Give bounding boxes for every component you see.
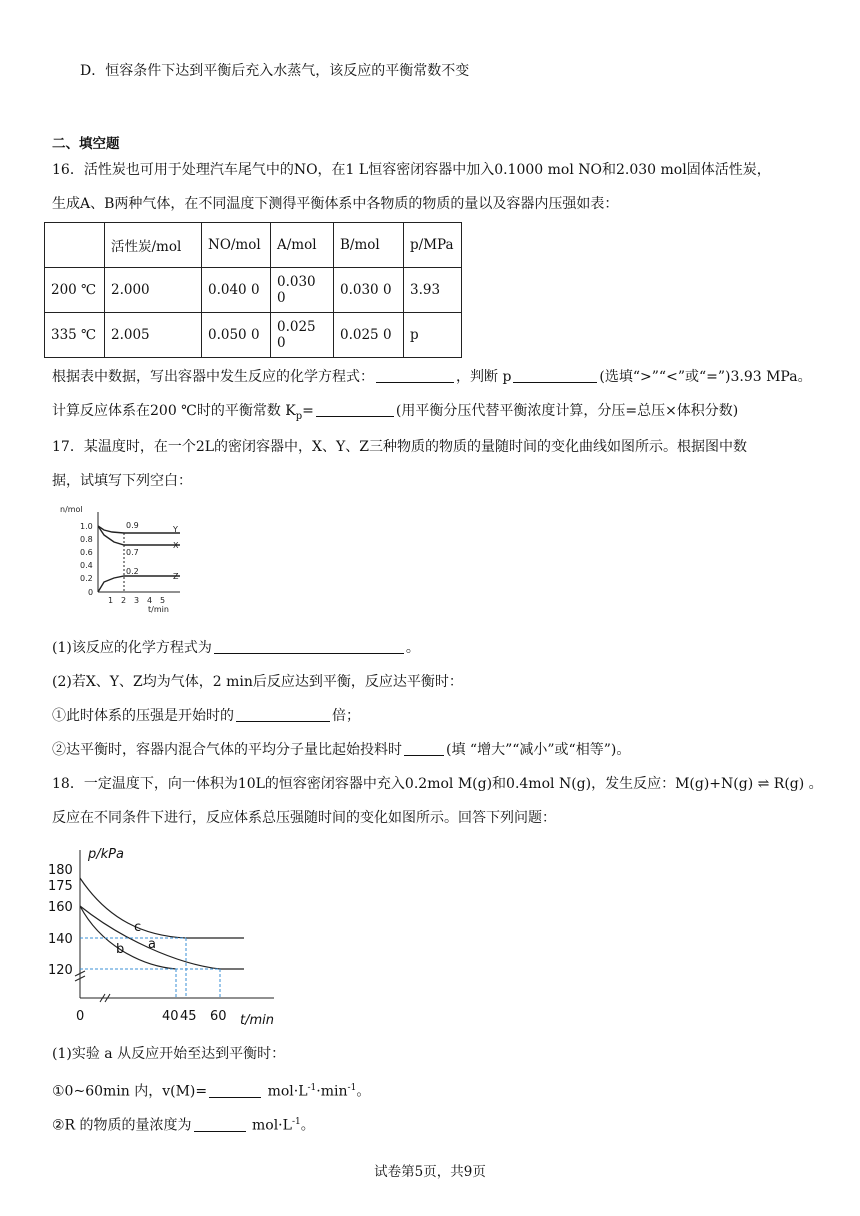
curve-label: c: [134, 920, 142, 935]
x-tick-label: 5: [160, 596, 166, 605]
table-cell: 0.050 0: [202, 313, 271, 358]
table-cell: p/MPa: [404, 223, 462, 268]
q17-p2-1-text-b: 倍；: [332, 708, 360, 724]
q17-p2-1-text-a: ①此时体系的压强是开始时的: [52, 708, 234, 724]
answer-blank[interactable]: [513, 368, 597, 383]
y-tick-label: 160: [48, 900, 73, 915]
q17-p1-text-a: (1)该反应的化学方程式为: [52, 640, 212, 656]
q16-table: [44, 222, 462, 358]
y-tick-label: 0.4: [80, 561, 93, 570]
table-cell: 335 ℃: [45, 313, 105, 358]
x-axis-label: t/min: [240, 1013, 274, 1028]
curve-label: b: [116, 942, 125, 957]
answer-blank[interactable]: [404, 741, 444, 756]
table-cell: 0.025 0: [271, 313, 334, 358]
table-cell: B/mol: [334, 223, 404, 268]
q18-p1-1: [52, 1078, 370, 1102]
annotation-label: 0.7: [126, 548, 139, 557]
q18-p1-1-text-b: mol·L: [267, 1083, 308, 1100]
answer-blank[interactable]: [236, 707, 330, 722]
series-label: X: [173, 541, 179, 550]
x-tick-label: 0: [76, 1009, 85, 1024]
q18-p1-2: [52, 1112, 315, 1136]
y-tick-label: 0.2: [80, 574, 93, 583]
q16-line4-text-b: =: [302, 403, 314, 419]
curve-label: a: [148, 937, 156, 952]
table-row: [45, 223, 462, 268]
series-z-line: [98, 576, 180, 592]
page-footer: 试卷第5页，共9页: [374, 1164, 486, 1180]
x-axis-label: t/min: [148, 605, 169, 614]
q16-line3: [52, 367, 812, 387]
table-cell: 2.000: [105, 268, 202, 313]
prev-option-d: D．恒容条件下达到平衡后充入水蒸气，该反应的平衡常数不变: [80, 63, 470, 79]
table-cell: 0.030 0: [271, 268, 334, 313]
q16-line3-text-c: (选填“>”“<”或“=”)3.93 MPa。: [599, 369, 812, 385]
table-cell: NO/mol: [202, 223, 271, 268]
q17-chart: [58, 502, 188, 618]
y-tick-label: 180: [48, 863, 73, 878]
table-row: [45, 268, 462, 313]
q16-line2: 生成A、B两种气体，在不同温度下测得平衡体系中各物质的物质的量以及容器内压强如表：: [52, 196, 619, 212]
x-tick-label: 2: [121, 596, 127, 605]
q18-chart: [44, 838, 294, 1028]
q16-line3-text-b: ，判断 p: [456, 369, 512, 385]
q18-p1-1-text-d: 。: [356, 1083, 371, 1100]
x-tick-label: 4: [147, 596, 153, 605]
answer-blank[interactable]: [376, 368, 454, 383]
y-axis-label: n/mol: [60, 505, 83, 514]
table-cell: 3.93: [404, 268, 462, 313]
y-tick-label: 1.0: [80, 522, 93, 531]
y-tick-label: 140: [48, 932, 73, 947]
y-tick-label: 0: [88, 588, 94, 597]
q18-p1-1-text-a: ①0~60min 内，v(M)=: [52, 1083, 208, 1100]
table-cell: 2.005: [105, 313, 202, 358]
q16-line3-text-a: 根据表中数据，写出容器中发生反应的化学方程式：: [52, 369, 374, 385]
superscript: -1: [347, 1083, 357, 1093]
kp-subscript: p: [295, 410, 303, 422]
q17-p1: [52, 638, 420, 658]
q18-p1: (1)实验 a 从反应开始至达到平衡时：: [52, 1046, 286, 1062]
section-title: 二、填空题: [52, 136, 120, 152]
series-label: Z: [173, 572, 179, 581]
q17-p2-2-text-a: ②达平衡时，容器内混合气体的平均分子量比起始投料时: [52, 742, 402, 758]
x-tick-label: 40: [162, 1009, 179, 1024]
y-tick-label: 120: [48, 963, 73, 978]
q18-p1-2-text-b: mol·L: [252, 1117, 292, 1134]
q18-line2: 反应在不同条件下进行，反应体系总压强随时间的变化如图所示。回答下列问题：: [52, 810, 556, 826]
q18-p1-1-text-c: ·min: [316, 1083, 348, 1100]
series-x-line: [98, 526, 180, 545]
q16-line4-text-c: (用平衡分压代替平衡浓度计算，分压=总压×体积分数): [395, 403, 739, 419]
table-cell: 0.030 0: [334, 268, 404, 313]
annotation-label: 0.2: [126, 567, 139, 576]
x-tick-label: 45: [180, 1009, 197, 1024]
x-tick-label: 3: [134, 596, 140, 605]
table-cell: 0.025 0: [334, 313, 404, 358]
table-cell: p: [404, 313, 462, 358]
q18-line1: 18．一定温度下，向一体积为10L的恒容密闭容器中充入0.2mol M(g)和0.4mol N(g)，发生反应：M(g)+N(g) ⇌ R(g) 。: [52, 776, 823, 792]
table-cell: 活性炭/mol: [105, 223, 202, 268]
series-label: Y: [173, 525, 178, 534]
q17-p2: (2)若X、Y、Z均为气体，2 min后反应达到平衡，反应达平衡时：: [52, 674, 463, 690]
table-cell: [45, 223, 105, 268]
table-cell: 0.040 0: [202, 268, 271, 313]
q16-line1: 16．活性炭也可用于处理汽车尾气中的NO，在1 L恒容密闭容器中加入0.1000 mol NO和2.030 mol固体活性炭，: [52, 162, 771, 178]
y-tick-label: 0.8: [80, 535, 93, 544]
x-tick-label: 60: [210, 1009, 227, 1024]
q16-line4: [52, 401, 738, 427]
y-axis-label: p/kPa: [88, 847, 124, 862]
q18-p1-2-text-c: 。: [300, 1117, 315, 1134]
superscript: -1: [291, 1117, 301, 1127]
q17-p1-text-b: 。: [405, 640, 420, 656]
table-cell: A/mol: [271, 223, 334, 268]
q16-line4-text-a: 计算反应体系在200 ℃时的平衡常数 K: [52, 403, 296, 419]
annotation-label: 0.9: [126, 521, 139, 530]
answer-blank[interactable]: [316, 402, 394, 417]
q17-line2: 据，试填写下列空白：: [52, 473, 192, 489]
q18-p1-2-text-a: ②R 的物质的量浓度为: [52, 1117, 192, 1134]
answer-blank[interactable]: [209, 1083, 261, 1098]
q17-p2-1: [52, 706, 360, 726]
q17-p2-2: [52, 740, 630, 760]
table-row: [45, 313, 462, 358]
table-cell: 200 ℃: [45, 268, 105, 313]
y-tick-label: 0.6: [80, 548, 93, 557]
answer-blank[interactable]: [194, 1117, 246, 1132]
x-tick-label: 1: [108, 596, 114, 605]
q17-line1: 17．某温度时，在一个2L的密闭容器中，X、Y、Z三种物质的物质的量随时间的变化曲线如图所示。根据图中数: [52, 439, 747, 455]
series-y-line: [98, 526, 180, 533]
q17-p2-2-text-b: (填 “增大”“减小”或“相等”)。: [446, 742, 631, 758]
y-tick-label: 175: [48, 879, 73, 894]
superscript: -1: [307, 1083, 317, 1093]
answer-blank[interactable]: [214, 639, 404, 654]
curve-c: [80, 878, 244, 938]
